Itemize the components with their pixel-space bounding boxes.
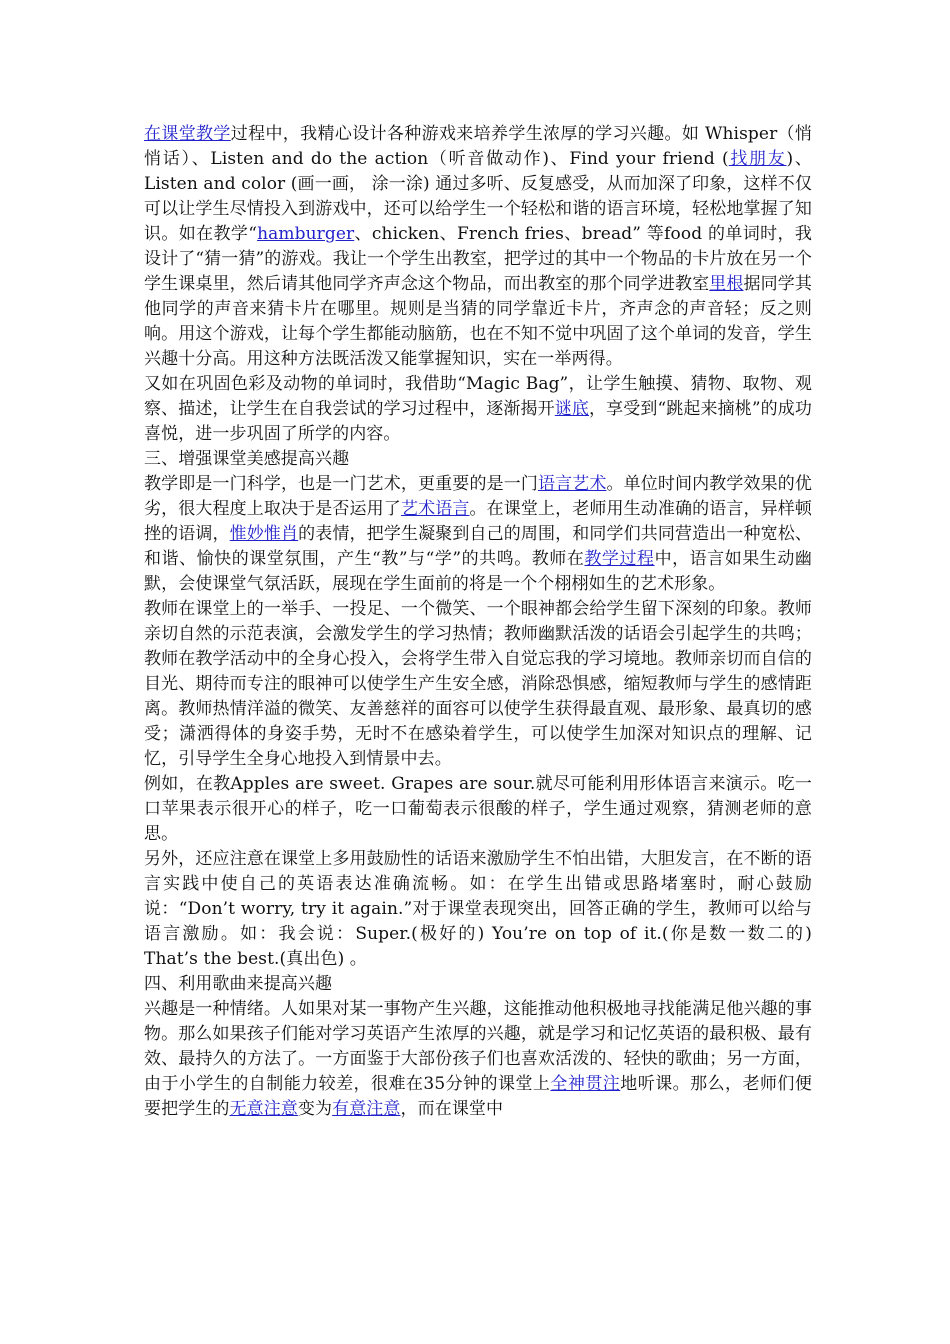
paragraph-text: 过程中，我精心设计各种游戏来培养学生浓厚的学习兴趣。如 Whisper（悄悄话）、Listen and do the action（听音做动作)、Find your friend ( <box>144 124 812 169</box>
paragraph-text: )、Listen and color (画一画， 涂一涂) 通过多听、反复感受，从而加深了印象，这样不仅可以让学生尽情投入到游戏中，还可以给学生一个轻松和谐的语言环境，轻松地掌握了知识。如在教学“ <box>144 149 812 244</box>
paragraph-text: 变为 <box>297 1099 333 1119</box>
paragraph-text: 、chicken、French fries、bread” 等food 的单词时，我设计了“猜一猜”的游戏。我让一个学生出教室，把学过的其中一个物品的卡片放在另一个学生课桌里，然后请其他同学齐声念这个物品，而出教室的那个同学进教室 <box>144 224 812 294</box>
paragraph-text: 教学即是一门科学，也是一门艺术，更重要的是一门 <box>144 474 538 494</box>
paragraph-songs <box>144 997 812 1122</box>
paragraph-text: 的表情，把学生凝聚到自己的周围，和同学们共同营造出一种宽松、和谐、愉快的课堂氛围，产生“教”与“学”的共鸣。教师在 <box>144 524 813 569</box>
document-body <box>144 122 812 1122</box>
paragraph-magic-bag <box>144 372 812 447</box>
link-find-friend[interactable]: 找朋友 <box>728 149 787 169</box>
paragraph-text: 中，语言如果生动幽默，会使课堂气氛活跃，展现在学生面前的将是一个个栩栩如生的艺术形象。 <box>144 549 812 594</box>
link-language-art[interactable]: 语言艺术 <box>537 474 607 494</box>
paragraph-games <box>144 122 812 372</box>
paragraph-text: 又如在巩固色彩及动物的单词时，我借助“Magic Bag”，让学生触摸、猜物、取物、观察、描述，让学生在自我尝试的学习过程中，逐渐揭开 <box>144 374 812 419</box>
paragraph-text: 地听课。那么，老师们便要把学生的 <box>144 1074 813 1119</box>
link-art-language[interactable]: 艺术语言 <box>400 499 470 519</box>
section-heading-4: 四、利用歌曲来提高兴趣 <box>144 974 333 994</box>
paragraph-text: ，而在课堂中 <box>400 1099 504 1119</box>
link-quanshen-guanzhu[interactable]: 全神贯注 <box>550 1074 621 1094</box>
paragraph-language-art <box>144 472 812 597</box>
paragraph-text: 。在课堂上，老师用生动准确的语言，异样顿挫的语调， <box>144 499 812 544</box>
link-teaching-process[interactable]: 教学过程 <box>584 549 655 569</box>
link-unintentional-attention[interactable]: 无意注意 <box>229 1099 298 1119</box>
paragraph-teacher-gestures: 教师在课堂上的一举手、一投足、一个微笑、一个眼神都会给学生留下深刻的印象。教师亲切自然的示范表演，会激发学生的学习热情；教师幽默活泼的话语会引起学生的共鸣；教师在教学活动中的全身心投入，会将学生带入自觉忘我的学习境地。教师亲切而自信的目光、期待而专注的眼神可以使学生产生安全感，消除恐惧感，缩短教师与学生的感情距离。教师热情洋溢的微笑、友善慈祥的面容可以使学生获得最直观、最形象、最真切的感受；潇洒得体的身姿手势，无时不在感染着学生，可以使学生加深对知识点的理解、记忆，引导学生全身心地投入到情景中去。 <box>144 599 812 769</box>
link-classroom-teaching[interactable]: 在课堂教学 <box>144 124 231 144</box>
link-hamburger[interactable]: hamburger <box>257 224 355 244</box>
section-heading-3: 三、增强课堂美感提高兴趣 <box>144 449 350 469</box>
link-intentional-attention[interactable]: 有意注意 <box>332 1099 401 1119</box>
link-ligen[interactable]: 里根 <box>709 274 744 294</box>
paragraph-text: 据同学其他同学的声音来猜卡片在哪里。规则是当猜的同学靠近卡片，齐声念的声音轻；反之则响。用这个游戏，让每个学生都能动脑筋，也在不知不觉中巩固了这个单词的发音，学生兴趣十分高。用这种方法既活泼又能掌握知识，实在一举两得。 <box>144 274 812 369</box>
paragraph-example-apples: 例如，在教Apples are sweet. Grapes are sour.就尽可能利用形体语言来演示。吃一口苹果表示很开心的样子，吃一口葡萄表示很酸的样子，学生通过观察，猜测老师的意思。 <box>144 774 812 844</box>
paragraph-text: 。单位时间内教学效果的优劣，很大程度上取决于是否运用了 <box>144 474 812 519</box>
link-weimiao-weixiao[interactable]: 惟妙惟肖 <box>229 524 299 544</box>
link-midi[interactable]: 谜底 <box>554 399 590 419</box>
paragraph-encouragement: 另外，还应注意在课堂上多用鼓励性的话语来激励学生不怕出错，大胆发言，在不断的语言实践中使自己的英语表达准确流畅。如：在学生出错或思路堵塞时，耐心鼓励说：“Don’t worry, try it again.”对于课堂表现突出，回答正确的学生，教师可以给与语言激励。如：我会说：Super.(极好的) You’re on top of it.(你是数一数二的) That’s the best.(真出色) 。 <box>144 849 812 969</box>
paragraph-text: ，享受到“跳起来摘桃”的成功喜悦，进一步巩固了所学的内容。 <box>144 399 812 444</box>
paragraph-text: 兴趣是一种情绪。人如果对某一事物产生兴趣，这能推动他积极地寻找能满足他兴趣的事物。那么如果孩子们能对学习英语产生浓厚的兴趣，就是学习和记忆英语的最积极、最有效、最持久的方法了。一方面鉴于大部份孩子们也喜欢活泼的、轻快的歌曲；另一方面，由于小学生的自制能力较差，很难在35分钟的课堂上 <box>144 999 812 1094</box>
